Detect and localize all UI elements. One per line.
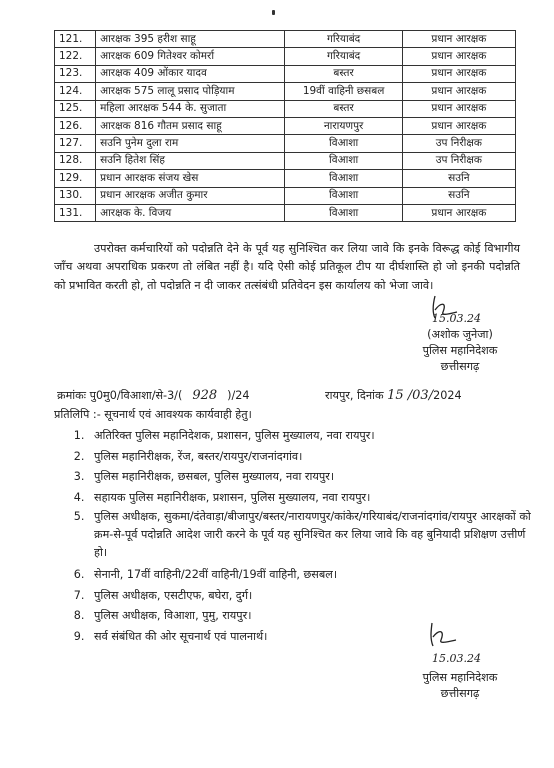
table-row (55, 31, 516, 48)
employee-name: आरक्षक 816 गौतम प्रसाद साहू (96, 117, 285, 134)
row-number: 123. (55, 65, 96, 82)
row-number: 127. (55, 135, 96, 152)
distribution-item: 5. पुलिस अधीक्षक, सुकमा/दंतेवाड़ा/बीजापुर/बस्तर/नारायणपुर/कांकेर/गरियाबंद/राजनांदगांव/रायपुर आरक्षकों को क्रम-से-पूर्व पदोन्नति आदेश जारी करने के पूर्व यह सुनिश्चित कर लिया जावे कि वह बुनियादी प्रशिक्षण उत्तीर्ण हो। (88, 508, 536, 562)
employee-name: आरक्षक 609 गितेश्वर कोमर्रा (96, 48, 285, 65)
copy-to: प्रतिलिपि :- सूचनार्थ एवं आवश्यक कार्यवाही हेतु। (54, 408, 252, 421)
promoted-post: प्रधान आरक्षक (402, 48, 515, 65)
reference-handwritten: 928 (192, 388, 218, 403)
table-row (55, 117, 516, 134)
promoted-post: प्रधान आरक्षक (402, 65, 515, 82)
employee-name: आरक्षक 575 लालू प्रसाद पोड़ियाम (96, 83, 285, 100)
unit-name: गरियाबंद (285, 48, 402, 65)
unit-name: बस्तर (285, 100, 402, 117)
employee-name: आरक्षक 409 ओंकार यादव (96, 65, 285, 82)
unit-name: 19वीं वाहिनी छसबल (285, 83, 402, 100)
row-number: 122. (55, 48, 96, 65)
unit-name: नारायणपुर (285, 117, 402, 134)
distribution-item: 1. अतिरिक्त पुलिस महानिदेशक, प्रशासन, पुलिस मुख्यालय, नवा रायपुर। (88, 426, 536, 447)
distribution-item: 3. पुलिस महानिरीक्षक, छसबल, पुलिस मुख्यालय, नवा रायपुर। (88, 467, 536, 488)
promoted-post: प्रधान आरक्षक (402, 117, 515, 134)
employee-name: आरक्षक के. विजय (96, 204, 285, 221)
distribution-item: 9. सर्व संबंधित की ओर सूचनार्थ एवं पालनार्थ। (88, 627, 536, 648)
instruction-paragraph: उपरोक्त कर्मचारियों को पदोन्नति देने के पूर्व यह सुनिश्चित कर लिया जावे कि इनके विरूद्ध कोई विभागीय जाँच अथवा अपराधिक प्रकरण तो लंबित नहीं है। यदि ऐसी कोई प्रतिकूल टीप या दीर्घशास्ति हो जो इनकी पदोन्नति को प्रभावित करती हो, तो पदोन्नति न दी जाकर तत्संबंधी प्रतिवेदन इस कार्यालय को भेजा जावे। (54, 242, 520, 292)
row-number: 128. (55, 152, 96, 169)
row-number: 126. (55, 117, 96, 134)
row-number: 121. (55, 31, 96, 48)
promotion-table (54, 30, 516, 222)
distribution-item: 4. सहायक पुलिस महानिरीक्षक, प्रशासन, पुलिस मुख्यालय, नवा रायपुर। (88, 488, 536, 509)
unit-name: गरियाबंद (285, 31, 402, 48)
table-row (55, 187, 516, 204)
unit-name: विआशा (285, 187, 402, 204)
employee-name: महिला आरक्षक 544 के. सुजाता (96, 100, 285, 117)
signatory-title: पुलिस महानिदेशक (422, 344, 498, 357)
promoted-post: प्रधान आरक्षक (402, 100, 515, 117)
signatory-block-1 (395, 327, 525, 375)
distribution-item: 8. पुलिस अधीक्षक, विआशा, पुमु, रायपुर। (88, 606, 536, 627)
table-row (55, 83, 516, 100)
promoted-post: प्रधान आरक्षक (402, 31, 515, 48)
employee-name: प्रधान आरक्षक संजय खेस (96, 170, 285, 187)
unit-name: विआशा (285, 204, 402, 221)
reference-number: क्रमांकः पु0मु0/विआशा/से-3/( 928 )/24 (57, 388, 250, 403)
table-row (55, 170, 516, 187)
table-row (55, 152, 516, 169)
row-number: 129. (55, 170, 96, 187)
row-number: 130. (55, 187, 96, 204)
promoted-post: उप निरीक्षक (402, 152, 515, 169)
row-number: 124. (55, 83, 96, 100)
date-handwritten: 15 /03/ (387, 388, 434, 403)
table-row (55, 135, 516, 152)
promoted-post: उप निरीक्षक (402, 135, 515, 152)
employee-name: आरक्षक 395 हरीश साहू (96, 31, 285, 48)
distribution-item: 6. सेनानी, 17वीं वाहिनी/22वीं वाहिनी/19वीं वाहिनी, छसबल। (88, 565, 536, 586)
table-row (55, 65, 516, 82)
dateline: रायपुर, दिनांक 15 /03/2024 (325, 388, 462, 403)
employee-name: प्रधान आरक्षक अजीत कुमार (96, 187, 285, 204)
signatory-title: पुलिस महानिदेशक (422, 671, 498, 684)
signatory-name: (अशोक जुनेजा) (427, 328, 493, 341)
table-row (55, 48, 516, 65)
distribution-item: 7. पुलिस अधीक्षक, एसटीएफ, बघेरा, दुर्ग। (88, 586, 536, 607)
punch-mark (272, 10, 275, 15)
promoted-post: प्रधान आरक्षक (402, 204, 515, 221)
unit-name: विआशा (285, 135, 402, 152)
signatory-state: छत्तीसगढ़ (440, 687, 480, 700)
distribution-item: 2. पुलिस महानिरीक्षक, रेंज, बस्तर/रायपुर/राजनांदगांव। (88, 447, 536, 468)
promoted-post: प्रधान आरक्षक (402, 83, 515, 100)
employee-name: सउनि पुनेम दुला राम (96, 135, 285, 152)
distribution-list (70, 426, 536, 647)
employee-name: सउनि हितेश सिंह (96, 152, 285, 169)
signature-1-date: 15.03.24 (432, 312, 481, 325)
signatory-block-2 (400, 670, 520, 702)
signature-2-date: 15.03.24 (432, 652, 481, 665)
unit-name: विआशा (285, 170, 402, 187)
table-row (55, 100, 516, 117)
unit-name: विआशा (285, 152, 402, 169)
unit-name: बस्तर (285, 65, 402, 82)
row-number: 125. (55, 100, 96, 117)
promoted-post: सउनि (402, 170, 515, 187)
signature-2 (410, 615, 530, 655)
promoted-post: सउनि (402, 187, 515, 204)
signatory-state: छत्तीसगढ़ (440, 360, 480, 373)
table-row (55, 204, 516, 221)
row-number: 131. (55, 204, 96, 221)
